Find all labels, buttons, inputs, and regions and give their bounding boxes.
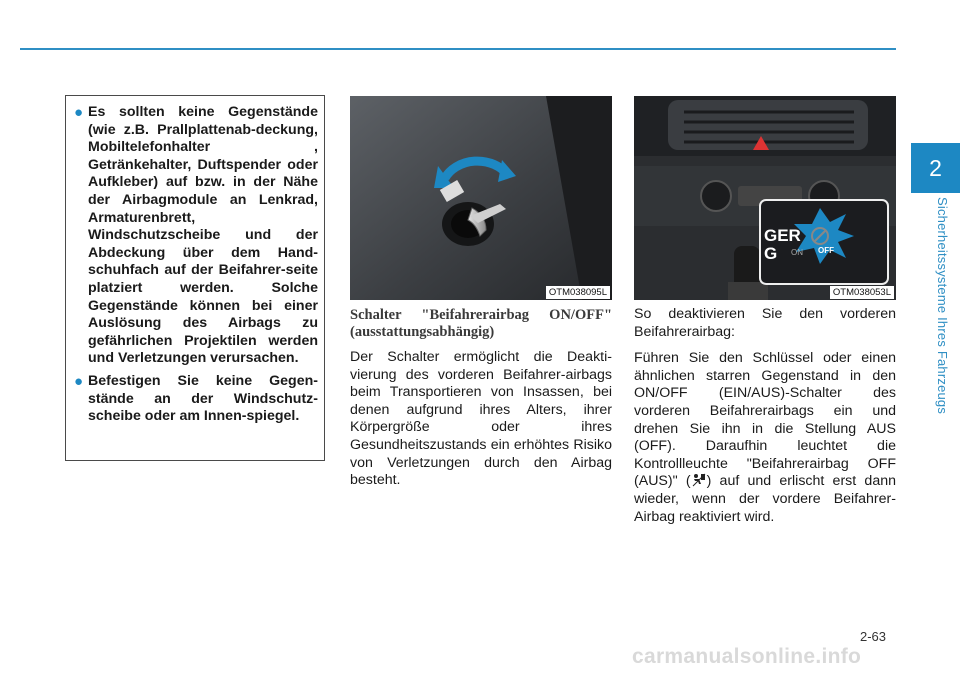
instructions-text: ) auf und erlischt erst dann wieder, wenn der vordere Beifahrer-Airbag reaktiviert wird. bbox=[634, 473, 896, 525]
section-column bbox=[350, 306, 612, 499]
chapter-title: Sicherheitssysteme Ihres Fahrzeugs bbox=[935, 197, 950, 415]
section-title: Schalter "Beifahrerairbag ON/OFF" (ausstattungsabhängig) bbox=[350, 307, 612, 340]
section-body: Der Schalter ermöglicht die Deakti-vierung des vorderen Beifahrer-airbags beim Transportieren von Insassen, bei denen aufgrund ihres Alters, ihrer Körpergröße oder ihres Gesundheitszustands ein erhöhtes Risiko von Verletzungen durch den Airbag besteht. bbox=[350, 349, 612, 489]
chapter-tab[interactable]: 2 bbox=[911, 143, 960, 193]
warning-text: Es sollten keine Gegenstände (wie z.B. Prallplattenab-deckung, Mobiltelefonhalter , Getränkehalter, Duftspender oder Aufkleber) auf bzw. in der Nähe der Airbagmodule an Lenkrad, Armaturenbrett, Windschutzscheibe und der Abdeckung über dem Hand-schuhfach auf der Beifahrer-seite platziert werden. Solche Gegenstände können bei einer Auslösung des Airbags zu gefährlichen Projektilen werden und Verletzungen verursachen. bbox=[88, 104, 318, 367]
bullet-icon: ● bbox=[74, 104, 84, 121]
inset-text: GER bbox=[764, 226, 801, 245]
figure-dashboard-indicator bbox=[634, 96, 896, 300]
figure-caption: OTM038053L bbox=[830, 286, 894, 299]
page-number: 2-63 bbox=[860, 629, 887, 644]
inset-off-label: OFF bbox=[818, 246, 834, 255]
instructions-column bbox=[634, 306, 896, 535]
warning-box bbox=[65, 95, 325, 461]
warning-item bbox=[74, 373, 318, 426]
header-rule bbox=[20, 48, 896, 50]
dashboard-illustration bbox=[634, 96, 896, 300]
bullet-icon: ● bbox=[74, 372, 84, 390]
inset-on-label: ON bbox=[791, 248, 803, 257]
warning-text: Befestigen Sie keine Gegen-stände an der Windschutz-scheibe oder am Innen-spiegel. bbox=[88, 372, 318, 425]
inset-text: G bbox=[764, 244, 778, 263]
airbag-switch-illustration bbox=[350, 96, 612, 300]
figure-caption: OTM038095L bbox=[546, 286, 610, 299]
warning-item bbox=[74, 104, 318, 368]
figure-airbag-switch bbox=[350, 96, 612, 300]
instructions-text: Führen Sie den Schlüssel oder einen ähnlichen starren Gegenstand in den ON/OFF (EIN/AUS)-Schalter des vorderen Beifahrerairbags ein und drehen Sie ihn in die Stellung AUS (OFF). Daraufhin leuchtet die Kontrollleuchte "Beifahrerairbag OFF (AUS)" ( bbox=[634, 350, 896, 490]
instructions-intro: So deaktivieren Sie den vorderen Beifahrerairbag: bbox=[634, 306, 896, 340]
airbag-off-icon bbox=[691, 473, 707, 487]
instructions-body bbox=[634, 350, 896, 526]
watermark: carmanualsonline.info bbox=[632, 645, 862, 668]
